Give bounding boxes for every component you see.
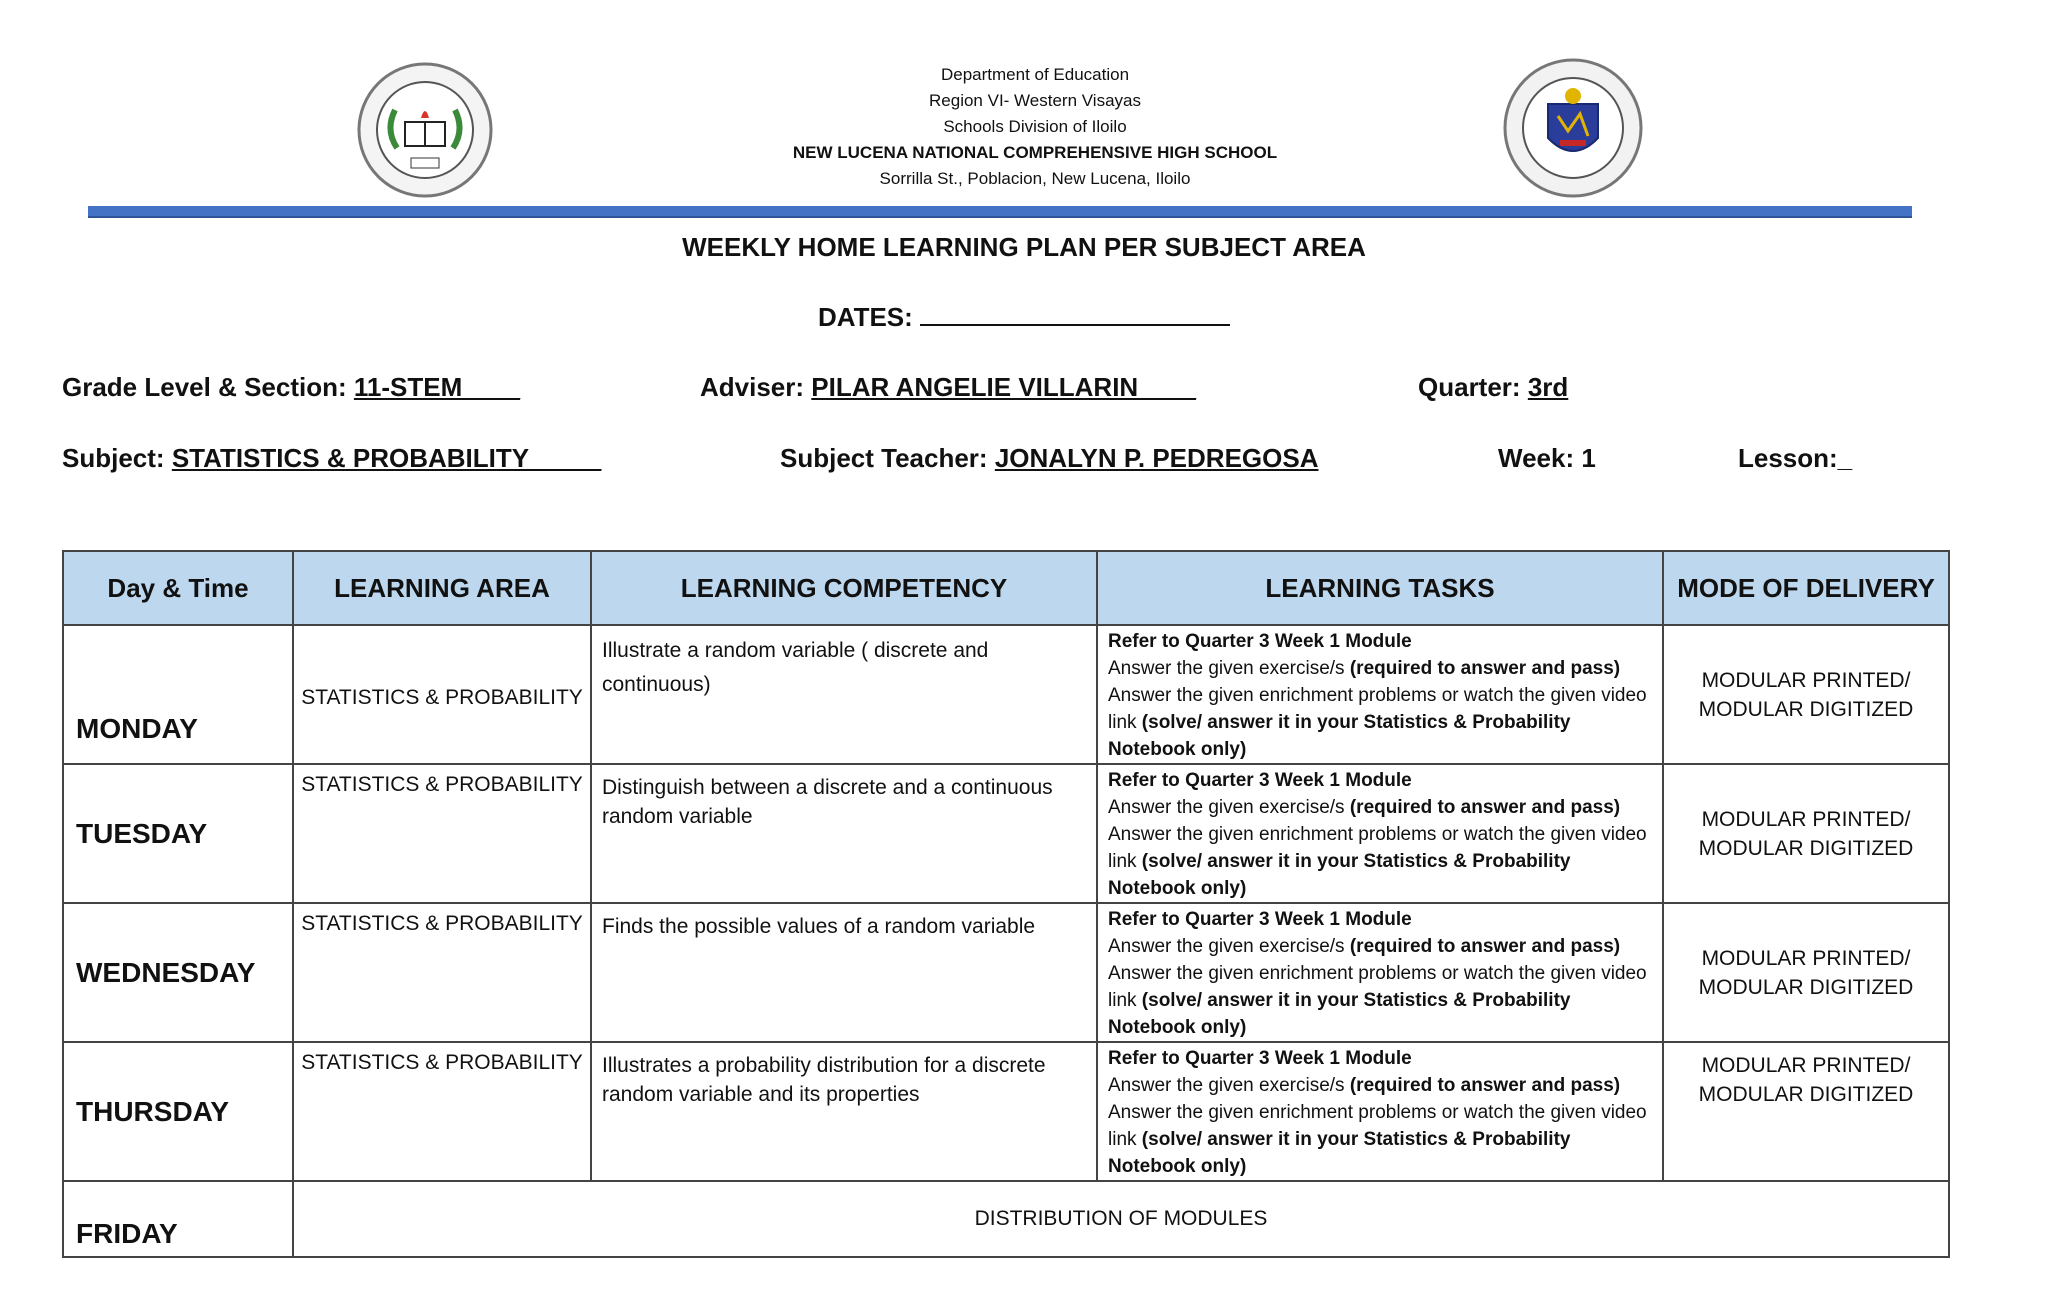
grade-label: Grade Level & Section: [62,372,347,402]
column-header-day-time: Day & Time [63,551,293,625]
mode-cell: MODULAR PRINTED/ MODULAR DIGITIZED [1663,764,1949,903]
page-title: WEEKLY HOME LEARNING PLAN PER SUBJECT AREA [682,232,1366,262]
competency-cell: Illustrates a probability distribution for a discrete random variable and its properties [591,1042,1097,1181]
day-cell: WEDNESDAY [63,903,293,1042]
quarter-value: 3rd [1527,372,1569,402]
learning-area-cell: STATISTICS & PROBABILITY [293,903,591,1042]
mode-cell: MODULAR PRINTED/ MODULAR DIGITIZED [1663,625,1949,764]
learning-area-cell: STATISTICS & PROBABILITY [293,764,591,903]
lesson: Lesson:_ [1738,443,1853,473]
learning-area-cell: STATISTICS & PROBABILITY [293,625,591,764]
department-line: Department of Education [940,65,1130,84]
table-row [63,1181,1949,1257]
school-name: NEW LUCENA NATIONAL COMPREHENSIVE HIGH SCHOOL [792,143,1278,162]
learning-plan-table [62,550,1950,1258]
column-header-learning-area: LEARNING AREA [293,551,591,625]
adviser-value: PILAR ANGELIE VILLARIN____ [811,372,1197,402]
quarter-label: Quarter: [1418,372,1521,402]
deped-seal-logo [1498,56,1648,201]
day-cell: THURSDAY [63,1042,293,1181]
school-header [700,62,1370,192]
subject-label: Subject: [62,443,165,473]
task-enrich-bold: (solve/ answer it in your Statistics & Probability Notebook only) [1108,1129,1571,1177]
tasks-cell [1097,625,1663,764]
tasks-cell [1097,764,1663,903]
task-refer: Refer to Quarter 3 Week 1 Module [1108,1048,1412,1069]
task-refer: Refer to Quarter 3 Week 1 Module [1108,909,1412,930]
quarter [1418,372,1568,403]
table-row [63,1042,1949,1181]
dates-blank [920,302,1230,326]
mode-cell: MODULAR PRINTED/ MODULAR DIGITIZED [1663,1042,1949,1181]
dates-label: DATES: [817,302,913,332]
column-header-learning-tasks: LEARNING TASKS [1097,551,1663,625]
day-cell: FRIDAY [63,1181,293,1257]
subject-value: STATISTICS & PROBABILITY_____ [171,443,602,473]
task-answer: Answer the given exercise/s [1108,658,1350,679]
dates-line [0,302,2048,333]
task-enrich: Answer the given enrichment problems or watch the given video link [1108,1102,1647,1150]
task-refer: Refer to Quarter 3 Week 1 Module [1108,631,1412,652]
task-answer: Answer the given exercise/s [1108,797,1350,818]
task-enrich-bold: (solve/ answer it in your Statistics & Probability Notebook only) [1108,851,1571,899]
task-enrich-bold: (solve/ answer it in your Statistics & Probability Notebook only) [1108,712,1571,760]
school-address: Sorrilla St., Poblacion, New Lucena, Iloilo [879,169,1191,188]
task-answer-bold: (required to answer and pass) [1349,658,1621,679]
grade-value: 11-STEM____ [353,372,521,402]
day-cell: MONDAY [63,625,293,764]
day-cell: TUESDAY [63,764,293,903]
competency-cell: Illustrate a random variable ( discrete and continuous) [591,625,1097,764]
task-answer-bold: (required to answer and pass) [1349,1075,1621,1096]
column-header-mode-of-delivery: MODE OF DELIVERY [1663,551,1949,625]
subject-teacher [780,443,1318,474]
task-refer: Refer to Quarter 3 Week 1 Module [1108,770,1412,791]
table-row [63,625,1949,764]
task-answer-bold: (required to answer and pass) [1349,936,1621,957]
task-answer: Answer the given exercise/s [1108,1075,1350,1096]
table-row [63,764,1949,903]
tasks-cell [1097,1042,1663,1181]
school-seal-logo [355,60,495,200]
tasks-cell [1097,903,1663,1042]
competency-cell: Finds the possible values of a random variable [591,903,1097,1042]
week: Week: 1 [1498,443,1596,473]
competency-cell: Distinguish between a discrete and a continuous random variable [591,764,1097,903]
subject [62,443,601,474]
adviser-label: Adviser: [700,372,805,402]
task-answer: Answer the given exercise/s [1108,936,1350,957]
column-header-learning-competency: LEARNING COMPETENCY [591,551,1097,625]
task-answer-bold: (required to answer and pass) [1349,797,1621,818]
task-enrich: Answer the given enrichment problems or watch the given video link [1108,685,1647,733]
friday-note-cell: DISTRIBUTION OF MODULES [293,1181,1949,1257]
header-divider-bar [88,206,1912,218]
adviser [700,372,1196,403]
teacher-value: JONALYN P. PEDREGOSA [994,443,1319,473]
task-enrich: Answer the given enrichment problems or watch the given video link [1108,824,1647,872]
grade-section [62,372,520,403]
region-line: Region VI- Western Visayas [929,91,1141,110]
division-line: Schools Division of Iloilo [943,117,1127,136]
learning-area-cell: STATISTICS & PROBABILITY [293,1042,591,1181]
teacher-label: Subject Teacher: [780,443,988,473]
table-row [63,903,1949,1042]
task-enrich: Answer the given enrichment problems or watch the given video link [1108,963,1647,1011]
table-header-row [63,551,1949,625]
task-enrich-bold: (solve/ answer it in your Statistics & Probability Notebook only) [1108,990,1571,1038]
mode-cell: MODULAR PRINTED/ MODULAR DIGITIZED [1663,903,1949,1042]
